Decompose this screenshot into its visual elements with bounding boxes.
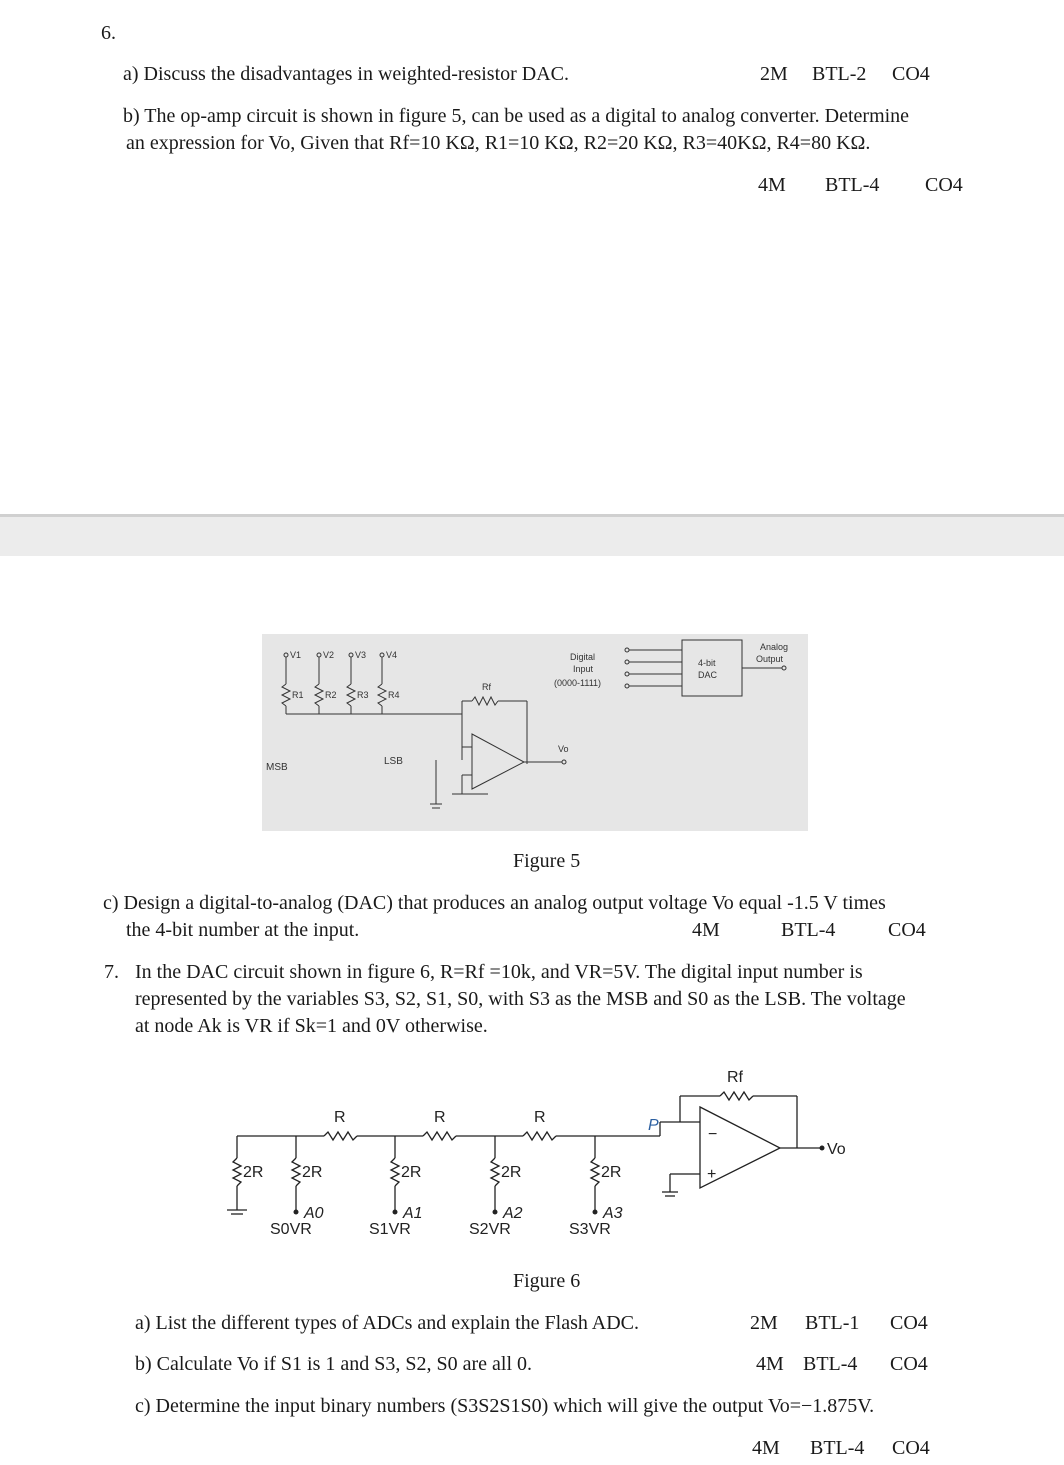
question-7-number: 7. (104, 961, 119, 983)
fig6-plus-sign: + (707, 1166, 717, 1183)
fig5-v1-label: V1 (290, 650, 302, 660)
figure-6 (200, 1062, 850, 1252)
fig5-lsb-label: LSB (384, 756, 403, 767)
q6b-marks: 4M (758, 174, 786, 196)
fig6-p-label: P (648, 1117, 659, 1134)
q7a-btl: BTL-1 (805, 1312, 860, 1334)
q7c-text: c) Determine the input binary numbers (S3S2S1S0) which will give the output Vo=−1.875V. (135, 1395, 875, 1417)
q7c-btl: BTL-4 (810, 1437, 865, 1459)
fig5-rf-label: Rf (482, 682, 491, 692)
q6c-btl: BTL-4 (781, 919, 836, 941)
q6c-line2: the 4-bit number at the input. (126, 919, 360, 941)
q7a-marks: 2M (750, 1312, 778, 1334)
figure-5-caption: Figure 5 (513, 850, 581, 872)
q6a-text: a) Discuss the disadvantages in weighted-resistor DAC. (123, 63, 570, 85)
fig6-s0vr-label: S0VR (270, 1221, 312, 1238)
fig5-r1-label: R1 (292, 690, 304, 700)
fig6-r1-label: R (334, 1109, 346, 1126)
fig5-r4-label: R4 (388, 690, 400, 700)
fig5-range-label: (0000-1111) (554, 678, 602, 688)
question-6-number: 6. (101, 22, 116, 44)
fig5-msb-label: MSB (266, 762, 288, 773)
fig6-2r-a2-label: 2R (501, 1164, 522, 1181)
fig5-digital-label: Digital (570, 652, 596, 662)
fig5-v4-label: V4 (386, 650, 398, 660)
fig5-output-label: Output (756, 654, 784, 664)
fig5-dac-label: DAC (698, 670, 718, 680)
fig6-s3vr-label: S3VR (569, 1221, 611, 1238)
q7b-btl: BTL-4 (803, 1353, 858, 1375)
fig6-2r-a3-label: 2R (601, 1164, 622, 1181)
figure-5 (262, 634, 808, 831)
fig6-2r-a0-label: 2R (302, 1164, 323, 1181)
q6c-co: CO4 (888, 919, 926, 941)
q6a-marks: 2M (760, 63, 788, 85)
fig6-s1vr-label: S1VR (369, 1221, 411, 1238)
fig6-2r-a1-label: 2R (401, 1164, 422, 1181)
fig5-analog-label: Analog (760, 642, 789, 652)
fig6-r3-label: R (534, 1109, 546, 1126)
q6b-co: CO4 (925, 174, 963, 196)
q7b-text: b) Calculate Vo if S1 is 1 and S3, S2, S0 are all 0. (135, 1353, 533, 1375)
q7-line2: represented by the variables S3, S2, S1, S0, with S3 as the MSB and S0 as the LSB. The voltage (135, 988, 906, 1010)
fig6-a0-label: A0 (304, 1205, 324, 1222)
q6c-line1: c) Design a digital-to-analog (DAC) that produces an analog output voltage Vo equal -1.5 V times (103, 892, 886, 914)
q7c-marks: 4M (752, 1437, 780, 1459)
figure-6-circuit (200, 1062, 850, 1252)
fig6-2r-ground-label: 2R (243, 1164, 264, 1181)
figure-5-circuit (262, 634, 808, 831)
q7a-text: a) List the different types of ADCs and explain the Flash ADC. (135, 1312, 639, 1334)
q7a-co: CO4 (890, 1312, 928, 1334)
q6b-line1: b) The op-amp circuit is shown in figure 5, can be used as a digital to analog converter. Determine (123, 105, 910, 127)
fig6-a2-label: A2 (503, 1205, 523, 1222)
q7-line3: at node Ak is VR if Sk=1 and 0V otherwise. (135, 1015, 488, 1037)
fig6-r2-label: R (434, 1109, 446, 1126)
q7b-marks: 4M (756, 1353, 784, 1375)
q7c-co: CO4 (892, 1437, 930, 1459)
figure-6-caption: Figure 6 (513, 1270, 581, 1292)
fig5-v3-label: V3 (355, 650, 367, 660)
fig5-r2-label: R2 (325, 690, 337, 700)
fig6-s2vr-label: S2VR (469, 1221, 511, 1238)
q6c-marks: 4M (692, 919, 720, 941)
fig5-r3-label: R3 (357, 690, 369, 700)
page-break (0, 514, 1064, 556)
q7-line1: In the DAC circuit shown in figure 6, R=Rf =10k, and VR=5V. The digital input number is (135, 961, 863, 983)
q6b-line2: an expression for Vo, Given that Rf=10 KΩ, R1=10 KΩ, R2=20 KΩ, R3=40KΩ, R4=80 KΩ. (126, 132, 871, 154)
q6a-co: CO4 (892, 63, 930, 85)
q6b-btl: BTL-4 (825, 174, 880, 196)
fig5-dac-bits: 4-bit (698, 658, 716, 668)
q6a-btl: BTL-2 (812, 63, 867, 85)
fig6-a3-label: A3 (603, 1205, 623, 1222)
fig6-minus-sign: − (708, 1126, 718, 1143)
fig5-v2-label: V2 (323, 650, 335, 660)
q7b-co: CO4 (890, 1353, 928, 1375)
fig6-rf-label: Rf (727, 1069, 743, 1086)
fig6-vo-label: Vo (827, 1141, 846, 1158)
fig5-input-label: Input (573, 664, 594, 674)
fig6-a1-label: A1 (403, 1205, 423, 1222)
fig5-vo-label: Vo (558, 744, 569, 754)
